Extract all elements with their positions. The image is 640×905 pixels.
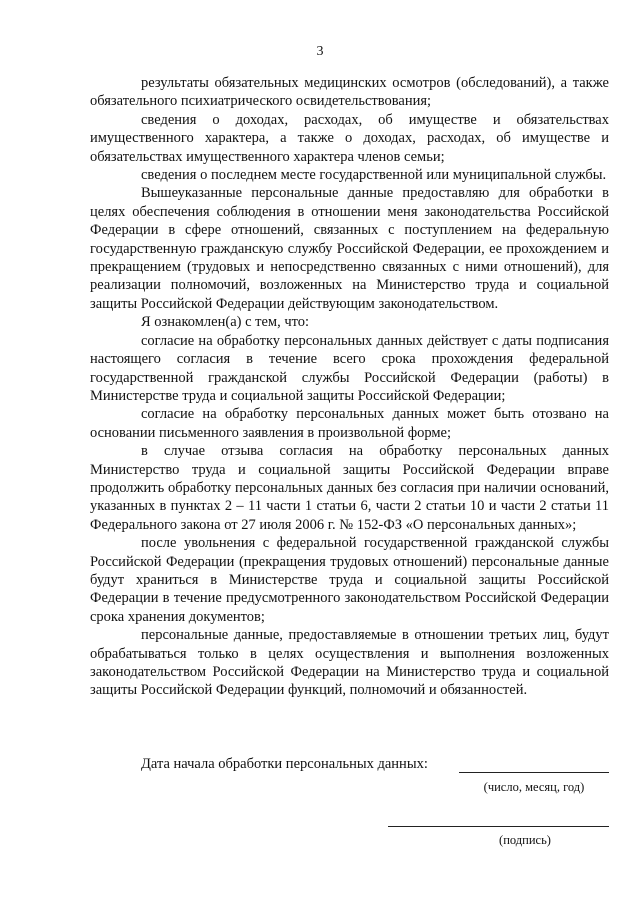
paragraph-consent-term: согласие на обработку персональных данных действует с даты подписания настоящего согласия в течение всего срока прохождения федеральной государственной гражданской службы Российской Федерации (работы) в Министерстве труда и социальной защиты Российской Федерации;	[90, 332, 609, 404]
date-label: Дата начала обработки персональных данных:	[141, 756, 428, 772]
paragraph-purpose: Вышеуказанные персональные данные предоставляю для обработки в целях обеспечения соблюдения в отношении меня законодательства Российской Федерации в сфере отношений, связанных с поступлением на федеральную государственную гражданскую службу Российской Федерации, ее прохождением и прекращением (трудовых и непосредственно связанных с ними отношений), для реализации полномочий, возложенных на Министерство труда и социальной защиты Российской Федерации действующим законодательством.	[90, 185, 609, 312]
paragraph-acknowledgement: Я ознакомлен(а) с тем, что:	[141, 314, 310, 331]
paragraph-storage-after-dismissal: после увольнения с федеральной государственной гражданской службы Российской Федерации (прекращения трудовых отношений) персональные данные будут храниться в Министерстве труда и социальной защиты Российской Федерации в течение предусмотренного законодательством Российской Федерации срока хранения документов;	[90, 535, 609, 625]
paragraph-third-parties: персональные данные, предоставляемые в отношении третьих лиц, будут обрабатываться только в целях осуществления и выполнения возложенных законодательством Российской Федерации на Министерство труда и социальной защиты Российской Федерации функций, полномочий и обязанностей.	[90, 627, 609, 699]
signature-blank-line[interactable]	[388, 826, 609, 827]
date-blank-line[interactable]	[459, 772, 609, 773]
document-body	[90, 74, 609, 700]
page-number: 3	[316, 44, 324, 59]
date-caption: (число, месяц, год)	[483, 780, 585, 794]
signature-caption: (подпись)	[499, 833, 551, 847]
paragraph-last-service: сведения о последнем месте государственной или муниципальной службы.	[141, 167, 607, 184]
paragraph-income-info: сведения о доходах, расходах, об имуществе и обязательствах имущественного характера, а также о доходах, расходах, об имуществе и обязательствах имущественного характера членов семьи;	[90, 111, 609, 165]
paragraph-consent-revocation: согласие на обработку персональных данных может быть отозвано на основании письменного заявления в произвольной форме;	[90, 406, 609, 441]
paragraph-revocation-effect: в случае отзыва согласия на обработку персональных данных Министерство труда и социальной защиты Российской Федерации вправе продолжить обработку персональных данных без согласия при наличии оснований, указанных в пунктах 2 – 11 части 1 статьи 6, части 2 статьи 10 и части 2 статьи 11 Федерального закона от 27 июля 2006 г. № 152-ФЗ «О персональных данных»;	[90, 443, 609, 533]
paragraph-medical-exams: результаты обязательных медицинских осмотров (обследований), а также обязательного психиатрического освидетельствования;	[90, 75, 609, 110]
